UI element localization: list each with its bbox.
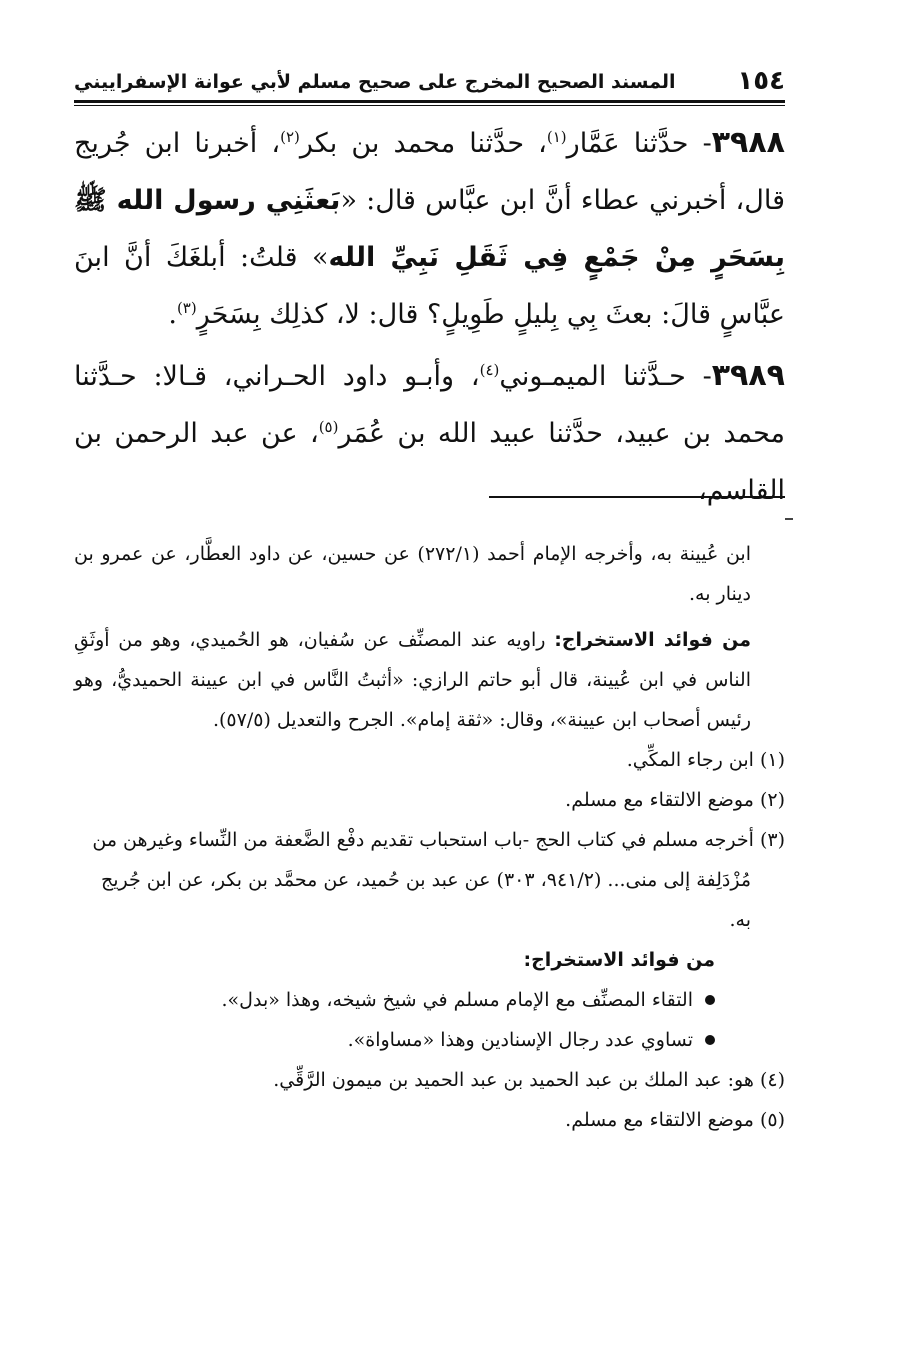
footnote-ref: (٣) xyxy=(176,299,197,317)
hadith-text: ، أخبرنا ابن جُريج قال، أخبرني عطاء أنَّ ابن عبَّاس قال: « xyxy=(74,128,785,216)
footnotes xyxy=(74,534,785,1140)
page-number: ١٥٤ xyxy=(737,66,785,96)
footnote-text: ابن رجاء المكِّي. xyxy=(626,749,760,771)
footnote-number: (٢) xyxy=(759,789,785,811)
hadith-text: . xyxy=(168,299,177,330)
footnote-5 xyxy=(74,1100,785,1140)
bullet-icon xyxy=(705,995,715,1005)
footnote-number: (٤) xyxy=(759,1069,785,1091)
footnote-text: موضع الالتقاء مع مسلم. xyxy=(565,789,760,811)
list-item xyxy=(74,980,715,1020)
list-item-text: تساوي عدد رجال الإسنادين وهذا «مساواة». xyxy=(347,1029,693,1051)
benefits-label: من فوائد الاستخراج: xyxy=(554,629,752,651)
hadith-text: » قلتُ: أبلغَكَ أنَّ ابنَ عبَّاسٍ قالَ: بعثَ بِي بِليلٍ طَوِيلٍ؟ قال: لا، كذلِك بِسَحَرٍ xyxy=(74,242,785,330)
footnote-text: أخرجه مسلم في كتاب الحج -باب استحباب تقديم دفْع الضَّعفة من النِّساء وغيرهن من مُزْدَلِفة إلى منى... (٩٤١/٢، ٣٠٣) عن عبد بن حُميد، عن محمَّد بن بكر، عن ابن جُريج به. xyxy=(92,829,760,931)
hadith-number: ٣٩٨٨ xyxy=(711,125,785,160)
main-text xyxy=(74,114,785,519)
hadith-text: حدَّثنا عَمَّار xyxy=(566,128,689,159)
footnote-benefits xyxy=(74,620,785,740)
footnote-number: (١) xyxy=(759,749,785,771)
hadith-text: ، وأبـو داود الحـراني، قـالا: حـدَّثنا محمد بن عبيد، حدَّثنا عبيد الله بن عُمَر xyxy=(74,361,785,449)
footnote-1 xyxy=(74,740,785,780)
hadith-text: حـدَّثنا الميمـوني xyxy=(499,361,686,392)
footnote-continuation-mark xyxy=(785,518,793,520)
list-item-text: التقاء المصنِّف مع الإمام مسلم في شيخ شيخه، وهذا «بدل». xyxy=(221,989,693,1011)
footnote-ref: (٤) xyxy=(479,361,500,379)
footnote-ref: (٢) xyxy=(280,128,300,146)
footnote-separator xyxy=(489,496,785,498)
footnote-number: (٥) xyxy=(759,1109,785,1131)
hadith-3989 xyxy=(74,347,785,519)
footnote-2 xyxy=(74,780,785,820)
hadith-3988 xyxy=(74,114,785,343)
footnote-3-benefits-list xyxy=(74,980,785,1060)
footnote-ref: (١) xyxy=(546,128,567,146)
prophetic-quote: بَعثَنِي رسول الله ﷺ بِسَحَرٍ مِنْ جَمْعٍ فِي ثَقَلِ نَبِيِّ الله xyxy=(74,185,786,273)
footnote-3-benefits-heading xyxy=(74,940,785,980)
footnote-number: (٣) xyxy=(759,829,785,851)
benefits-text: راويه عند المصنِّف عن سُفيان، هو الحُميدي، وهو من أوثَقِ الناس في ابن عُيينة، قال أبو حاتم الرازي: «أثبتُ النَّاس في ابن عيينة الحميديُّ، وهو رئيس أصحاب ابن عيينة»، وقال: «ثقة إمام». الجرح والتعديل (٥٧/٥). xyxy=(74,629,751,731)
hadith-text: ، عن عبد الرحمن بن القاسم، xyxy=(74,418,785,506)
header-rule xyxy=(74,100,785,106)
footnote-text: موضع الالتقاء مع مسلم. xyxy=(565,1109,760,1131)
footnote-4 xyxy=(74,1060,785,1100)
footnote-ref: (٥) xyxy=(318,418,339,436)
running-title: المسند الصحيح المخرج على صحيح مسلم لأبي عوانة الإسفراييني xyxy=(74,71,676,93)
hadith-dash: - xyxy=(688,128,712,159)
footnote-3 xyxy=(74,820,785,940)
footnote-carryover: ابن عُيينة به، وأخرجه الإمام أحمد (٢٧٢/١) عن حسين، عن داود العطَّار، عن عمرو بن دينار به. xyxy=(74,543,751,605)
hadith-text: ، حدَّثنا محمد بن بكر xyxy=(299,128,547,159)
bullet-icon xyxy=(705,1035,715,1045)
hadith-number: ٣٩٨٩ xyxy=(711,358,785,393)
book-page xyxy=(74,60,785,1372)
list-item xyxy=(74,1020,715,1060)
footnote-text: هو: عبد الملك بن عبد الحميد بن عبد الحميد بن ميمون الرَّقِّي. xyxy=(273,1069,760,1091)
hadith-dash: - xyxy=(685,361,712,392)
running-header xyxy=(74,60,785,96)
benefits-label: من فوائد الاستخراج: xyxy=(523,949,715,971)
